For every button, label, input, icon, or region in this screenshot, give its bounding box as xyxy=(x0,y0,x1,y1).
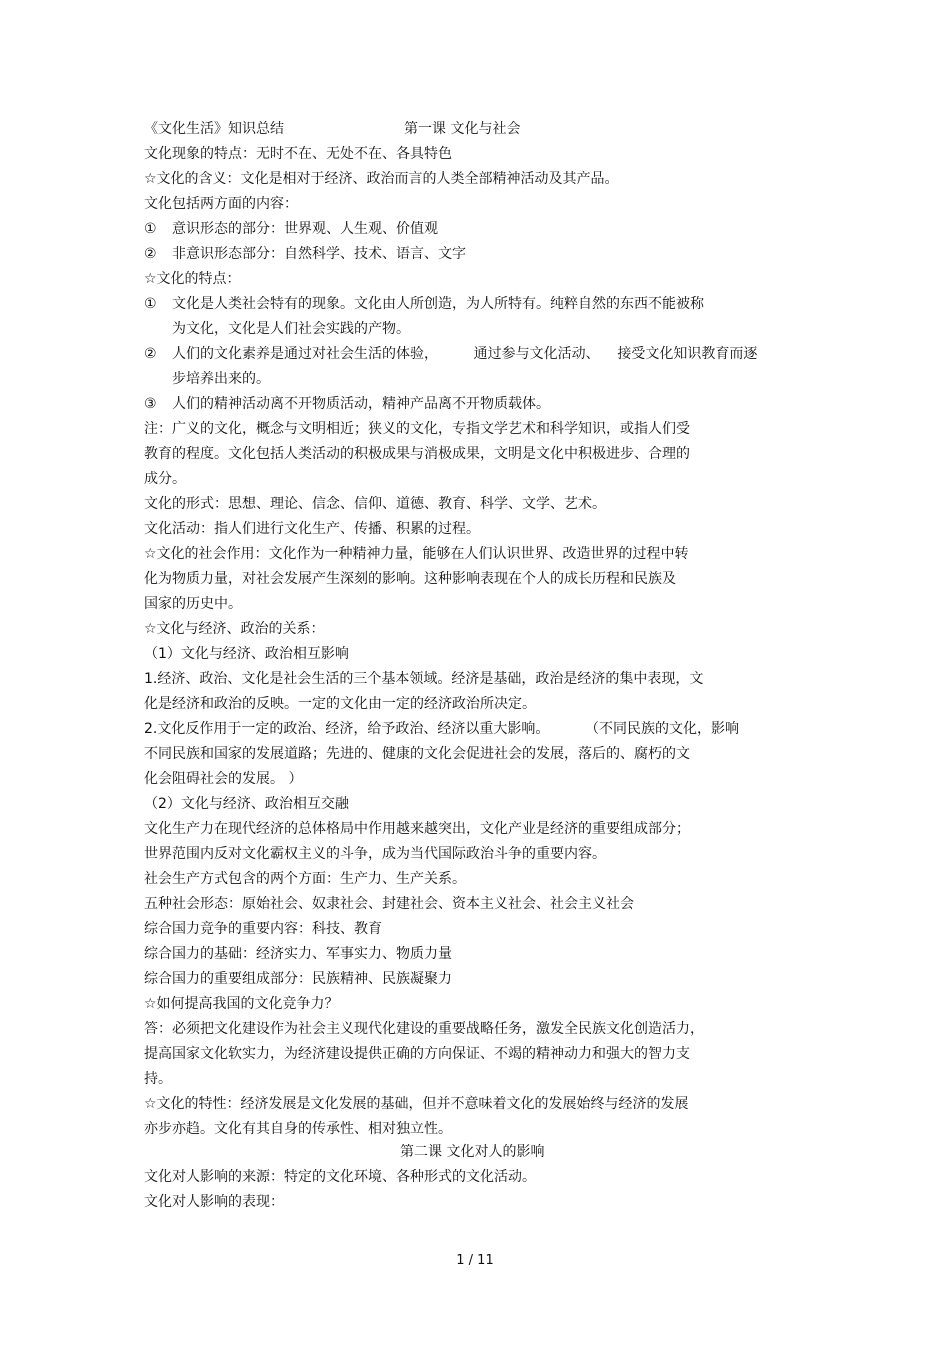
text-line: ☆文化的社会作用：文化作为一种精神力量，能够在人们认识世界、改造世界的过程中转 xyxy=(144,546,689,562)
lesson-2-title: 第二课 文化对人的影响 xyxy=(400,1144,545,1160)
text-line: 2.文化反作用于一定的政治、经济，给予政治、经济以重大影响。 （不同民族的文化，影响 xyxy=(144,721,739,737)
text-line: 文化的形式：思想、理论、信念、信仰、道德、教育、科学、文学、艺术。 xyxy=(144,496,606,512)
section-heading: （2）文化与经济、政治相互交融 xyxy=(144,796,349,812)
list-marker: ② xyxy=(144,346,157,362)
document-title: 《文化生活》知识总结 xyxy=(144,121,284,137)
list-item-text: 意识形态的部分：世界观、人生观、价值观 xyxy=(172,221,438,237)
text-line: 化会阻碍社会的发展。 ） xyxy=(144,771,303,787)
text-line: 国家的历史中。 xyxy=(144,596,242,612)
text-line: 教育的程度。文化包括人类活动的积极成果与消极成果，文明是文化中积极进步、合理的 xyxy=(144,446,690,462)
list-item-continuation: 为文化，文化是人们社会实践的产物。 xyxy=(172,321,410,337)
lesson-1-title: 第一课 文化与社会 xyxy=(404,121,521,137)
page-number: 1 / 11 xyxy=(456,1253,494,1268)
list-item-text: 人们的文化素养是通过对社会生活的体验， 通过参与文化活动、 接受文化知识教育而逐 xyxy=(172,346,758,362)
text-line: ☆文化的特性：经济发展是文化发展的基础，但并不意味着文化的发展始终与经济的发展 xyxy=(144,1096,689,1112)
text-line: ☆如何提高我国的文化竞争力？ xyxy=(144,996,339,1012)
text-line: 社会生产方式包含的两个方面：生产力、生产关系。 xyxy=(144,871,466,887)
text-line: 化是经济和政治的反映。一定的文化由一定的经济政治所决定。 xyxy=(144,696,536,712)
list-marker: ① xyxy=(144,296,157,312)
list-item-text: 非意识形态部分：自然科学、技术、语言、文字 xyxy=(172,246,466,262)
list-marker: ③ xyxy=(144,396,157,412)
list-item-continuation: 步培养出来的。 xyxy=(172,371,270,387)
text-line: 答：必须把文化建设作为社会主义现代化建设的重要战略任务，激发全民族文化创造活力， xyxy=(144,1021,704,1037)
list-item-text: 人们的精神活动离不开物质活动，精神产品离不开物质载体。 xyxy=(172,396,550,412)
text-line: 不同民族和国家的发展道路；先进的、健康的文化会促进社会的发展，落后的、腐朽的文 xyxy=(144,746,690,762)
text-line: ☆文化的含义：文化是相对于经济、政治而言的人类全部精神活动及其产品。 xyxy=(144,171,619,187)
text-line: 亦步亦趋。文化有其自身的传承性、相对独立性。 xyxy=(144,1121,452,1137)
text-line: 文化现象的特点：无时不在、无处不在、各具特色 xyxy=(144,146,452,162)
text-line: 五种社会形态：原始社会、奴隶社会、封建社会、资本主义社会、社会主义社会 xyxy=(144,896,634,912)
text-line: 文化对人影响的表现： xyxy=(144,1194,284,1210)
list-item-text: 文化是人类社会特有的现象。文化由人所创造，为人所特有。纯粹自然的东西不能被称 xyxy=(172,296,704,312)
text-line: 文化生产力在现代经济的总体格局中作用越来越突出，文化产业是经济的重要组成部分； xyxy=(144,821,690,837)
text-line: 注：广义的文化，概念与文明相近；狭义的文化，专指文学艺术和科学知识，或指人们受 xyxy=(144,421,690,437)
text-line: 化为物质力量，对社会发展产生深刻的影响。这种影响表现在个人的成长历程和民族及 xyxy=(144,571,676,587)
text-line: 综合国力的基础：经济实力、军事实力、物质力量 xyxy=(144,946,452,962)
list-marker: ② xyxy=(144,246,157,262)
text-line: 1.经济、政治、文化是社会生活的三个基本领域。经济是基础，政治是经济的集中表现，文 xyxy=(144,671,704,687)
text-line: 文化包括两方面的内容： xyxy=(144,196,298,212)
list-marker: ① xyxy=(144,221,157,237)
text-line: 提高国家文化软实力，为经济建设提供正确的方向保证、不竭的精神动力和强大的智力支 xyxy=(144,1046,690,1062)
text-line: 综合国力竞争的重要内容：科技、教育 xyxy=(144,921,382,937)
text-line: ☆文化的特点： xyxy=(144,271,241,287)
text-line: 成分。 xyxy=(144,471,186,487)
text-line: 文化对人影响的来源：特定的文化环境、各种形式的文化活动。 xyxy=(144,1169,536,1185)
text-line: ☆文化与经济、政治的关系： xyxy=(144,621,325,637)
text-line: 综合国力的重要组成部分：民族精神、民族凝聚力 xyxy=(144,971,452,987)
text-line: 持。 xyxy=(144,1071,172,1087)
section-heading: （1）文化与经济、政治相互影响 xyxy=(144,646,349,662)
text-line: 文化活动：指人们进行文化生产、传播、积累的过程。 xyxy=(144,521,480,537)
text-line: 世界范围内反对文化霸权主义的斗争，成为当代国际政治斗争的重要内容。 xyxy=(144,846,606,862)
